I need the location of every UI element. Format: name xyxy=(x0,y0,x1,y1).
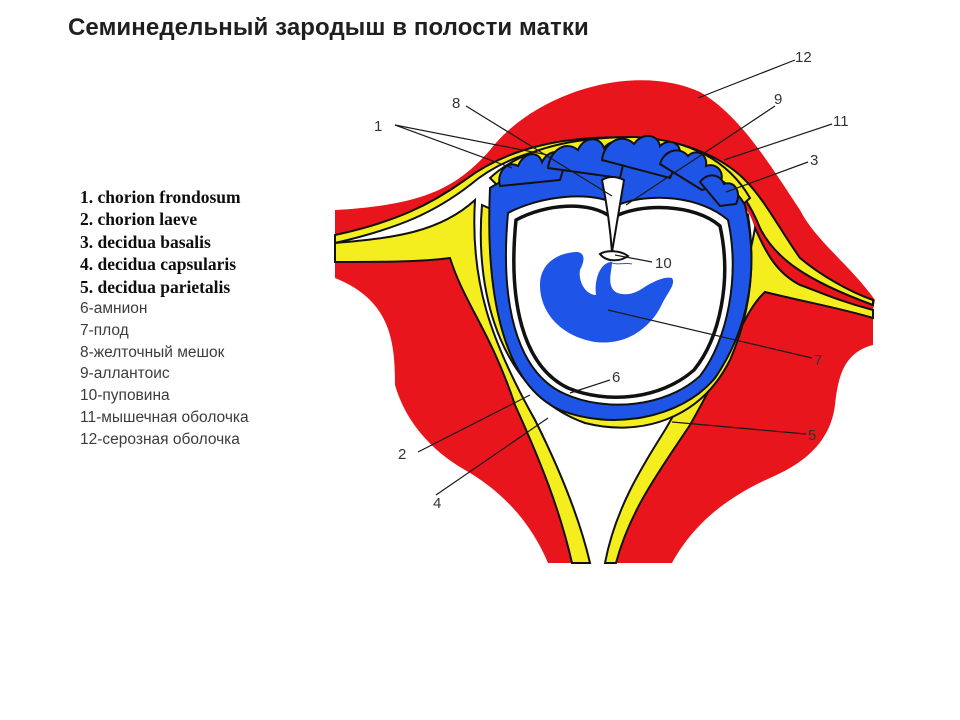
callout-4: 4 xyxy=(433,495,442,512)
callout-1: 1 xyxy=(374,118,383,135)
callout-3: 3 xyxy=(810,152,819,169)
callout-7: 7 xyxy=(814,352,823,369)
legend-item-serous-layer: 12-серозная оболочка xyxy=(80,430,240,448)
legend-item-fetus: 7-плод xyxy=(80,321,129,339)
callout-12: 12 xyxy=(795,49,812,66)
legend-item-muscular-layer: 11-мышечная оболочка xyxy=(80,408,249,426)
callout-9: 9 xyxy=(774,91,783,108)
callout-5: 5 xyxy=(808,427,817,444)
legend-item-decidua-capsularis: 4. decidua capsularis xyxy=(80,254,237,275)
callout-8: 8 xyxy=(452,95,461,112)
callout-10: 10 xyxy=(655,255,672,272)
legend-item-decidua-basalis: 3. decidua basalis xyxy=(80,231,211,252)
legend-item-allantois: 9-аллантоис xyxy=(80,365,170,383)
legend-item-chorion-laeve: 2. chorion laeve xyxy=(80,209,198,230)
legend-item-chorion-frondosum: 1. chorion frondosum xyxy=(80,187,241,207)
legend-item-yolk-sac: 8-желточный мешок xyxy=(80,343,225,361)
callout-2: 2 xyxy=(398,446,407,463)
slide-title: Семинедельный зародыш в полости матки xyxy=(68,14,589,41)
callout-11: 11 xyxy=(833,113,849,130)
umbilical-cord xyxy=(600,251,628,260)
legend-item-umbilical-cord: 10-пуповина xyxy=(80,387,170,405)
callout-6: 6 xyxy=(612,369,621,386)
legend-item-amnion: 6-амнион xyxy=(80,299,148,317)
legend-item-decidua-parietalis: 5. decidua parietalis xyxy=(80,276,231,297)
